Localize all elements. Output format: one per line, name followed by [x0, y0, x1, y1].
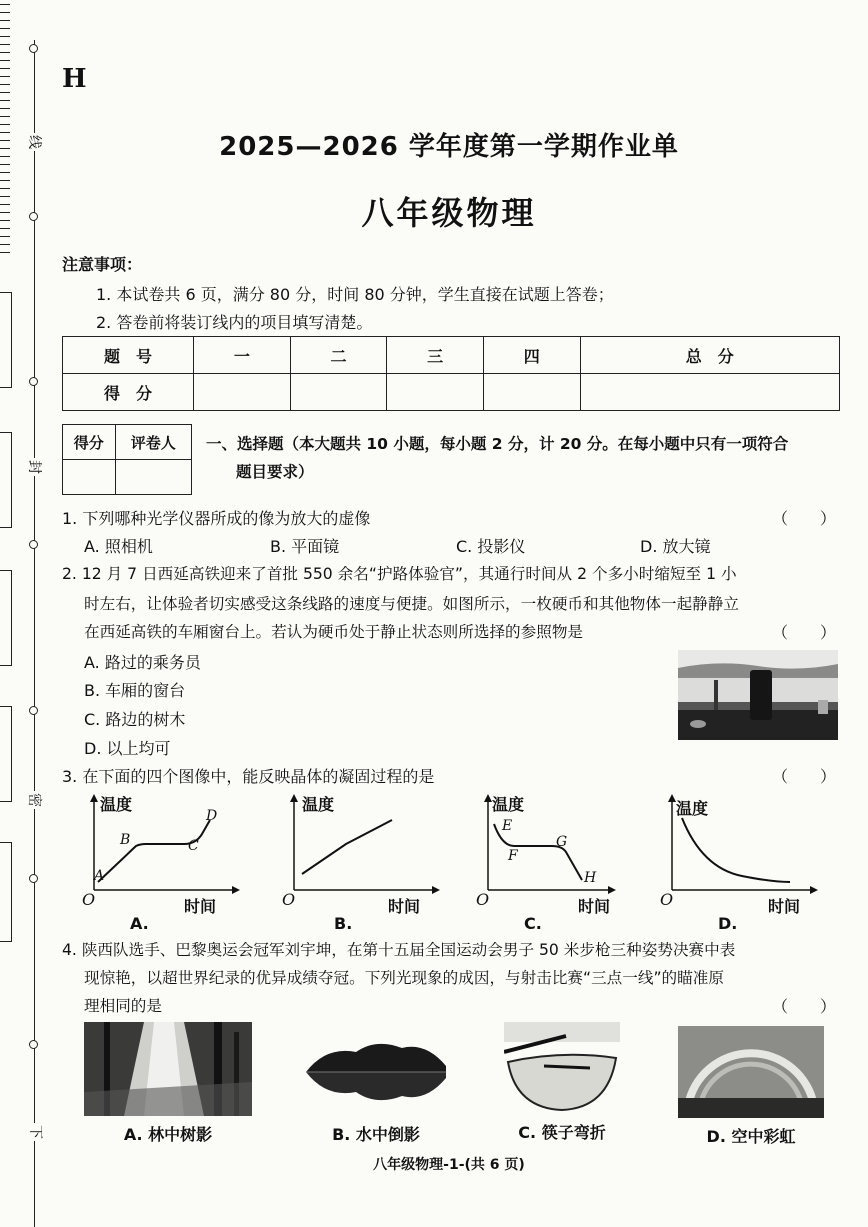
q2-answer-paren[interactable]: （ ） — [772, 623, 837, 642]
chopstick-bending-photo — [504, 1022, 620, 1114]
q3-answer-paren[interactable]: （ ） — [772, 767, 837, 786]
score-cell[interactable] — [194, 374, 291, 411]
graph-d-ylabel: 温度 — [676, 799, 709, 818]
binding-char-xian: 线 — [25, 133, 45, 151]
score-table — [62, 336, 840, 411]
q4-stem-line2: 现惊艳，以超世界纪录的优异成绩夺冠。下列光现象的成因，与射击比赛“三点一线”的瞄准原 — [84, 969, 724, 987]
graph-b-ylabel: 温度 — [302, 795, 335, 814]
score-cell[interactable] — [387, 374, 484, 411]
graph-c-point-h: H — [584, 870, 597, 886]
q4-caption-a: A. 林中树影 — [123, 1125, 213, 1144]
graph-d-option: D. — [718, 914, 738, 933]
graph-b-option: B. — [334, 914, 353, 933]
notes-heading: 注意事项： — [62, 255, 143, 274]
graph-b-xlabel: 时间 — [388, 897, 421, 916]
q4-caption-c: C. 筷子弯折 — [518, 1123, 606, 1142]
graph-a-point-a: A — [94, 868, 105, 884]
score-row-label: 得 分 — [63, 374, 194, 411]
score-header-cell: 总 分 — [580, 337, 839, 374]
score-cell[interactable] — [483, 374, 580, 411]
graph-c-point-e: E — [502, 818, 513, 834]
q2-stem-line3: 在西延高铁的车厢窗台上。若认为硬币处于静止状态则所选择的参照物是 — [84, 623, 584, 641]
q2-option-a: A. 路过的乘务员 — [84, 653, 201, 672]
q2-option-c: C. 路边的树木 — [84, 710, 186, 729]
margin-field-box — [0, 706, 12, 802]
q1-option-d: D. 放大镜 — [640, 537, 711, 556]
margin-field-box — [0, 842, 12, 942]
binding-circle — [29, 44, 38, 53]
score-header-cell: 一 — [194, 337, 291, 374]
score-header-cell: 三 — [387, 337, 484, 374]
grader-score-label: 得分 — [63, 425, 116, 460]
q1-stem: 1. 下列哪种光学仪器所成的像为放大的虚像 — [62, 509, 371, 528]
binding-circle — [29, 1040, 38, 1049]
graph-a-ylabel: 温度 — [100, 795, 133, 814]
q3-graph-a — [84, 790, 244, 940]
graph-c-origin: O — [476, 890, 490, 909]
section1-heading-cont: 题目要求） — [236, 463, 314, 481]
graph-a-point-c: C — [188, 838, 199, 854]
grader-name-label: 评卷人 — [115, 425, 191, 460]
q4-stem-line3: 理相同的是 — [84, 997, 162, 1015]
graph-d-origin: O — [660, 890, 674, 909]
water-reflection-photo — [306, 1036, 446, 1108]
q1-option-a: A. 照相机 — [84, 537, 153, 556]
score-cell[interactable] — [580, 374, 839, 411]
graph-b-origin: O — [282, 890, 296, 909]
q3-stem: 3. 在下面的四个图像中，能反映晶体的凝固过程的是 — [62, 767, 435, 786]
q2-option-b: B. 车厢的窗台 — [84, 681, 186, 700]
note-item: 1. 本试卷共 6 页，满分 80 分，时间 80 分钟，学生直接在试题上答卷； — [96, 285, 614, 304]
binding-char-feng: 封 — [25, 458, 45, 476]
binding-char-mi: 密 — [25, 791, 45, 809]
score-header-cell: 题 号 — [63, 337, 194, 374]
graph-a-xlabel: 时间 — [184, 897, 217, 916]
exam-title: 2025—2026 学年度第一学期作业单 — [219, 132, 679, 162]
q4-stem-line1: 4. 陕西队选手、巴黎奥运会冠军刘宇坤，在第十五届全国运动会男子 50 米步枪三种姿势决赛中表 — [62, 941, 736, 959]
rainbow-in-sky-photo — [678, 1026, 824, 1118]
score-header-cell: 四 — [483, 337, 580, 374]
q2-option-d: D. 以上均可 — [84, 739, 171, 758]
coin-on-windowsill-photo — [678, 650, 838, 740]
graph-c-xlabel: 时间 — [578, 897, 611, 916]
graph-c-option: C. — [524, 914, 542, 933]
graph-a-option: A. — [130, 914, 149, 933]
graph-a-point-d: D — [206, 808, 218, 824]
grader-name-cell[interactable] — [115, 460, 191, 495]
binding-circle — [29, 706, 38, 715]
q1-option-c: C. 投影仪 — [456, 537, 526, 556]
grader-score-cell[interactable] — [63, 460, 116, 495]
binding-char-xia: 下 — [26, 1123, 46, 1141]
q4-caption-d: D. 空中彩虹 — [706, 1127, 796, 1146]
margin-field-box — [0, 292, 12, 388]
note-item: 2. 答卷前将装订线内的项目填写清楚。 — [96, 313, 373, 332]
q3-graph-d — [662, 790, 832, 940]
paper-mark: H — [62, 64, 87, 94]
graph-a-origin: O — [82, 890, 96, 909]
q1-option-b: B. 平面镜 — [270, 537, 340, 556]
binding-circle — [29, 540, 38, 549]
score-cell[interactable] — [290, 374, 387, 411]
margin-field-box — [0, 432, 12, 528]
grader-table — [62, 424, 192, 495]
binding-circle — [29, 874, 38, 883]
q4-caption-b: B. 水中倒影 — [332, 1125, 420, 1144]
section1-heading: 一、选择题（本大题共 10 小题，每小题 2 分，计 20 分。在每小题中只有一项符合 — [206, 435, 789, 453]
page-footer: 八年级物理-1-(共 6 页) — [373, 1157, 525, 1173]
graph-c-point-g: G — [556, 834, 568, 850]
graph-d-xlabel: 时间 — [768, 897, 801, 916]
q2-stem-line1: 2. 12 月 7 日西延高铁迎来了首批 550 余名“护路体验官”，其通行时间从 2 个多小时缩短至 1 小 — [62, 565, 737, 583]
q2-stem-line2: 时左右，让体验者切实感受这条线路的速度与便捷。如图所示，一枚硬币和其他物体一起静静立 — [84, 595, 739, 613]
q4-answer-paren[interactable]: （ ） — [772, 997, 837, 1016]
subject-title: 八年级物理 — [361, 194, 537, 232]
margin-field-box — [0, 570, 12, 666]
score-header-cell: 二 — [290, 337, 387, 374]
binding-circle — [29, 377, 38, 386]
forest-tree-shadow-photo — [84, 1022, 252, 1116]
graph-a-point-b: B — [120, 832, 131, 848]
q1-answer-paren[interactable]: （ ） — [772, 509, 837, 528]
q3-graph-c — [478, 790, 638, 940]
graph-c-ylabel: 温度 — [492, 795, 525, 814]
graph-c-point-f: F — [508, 848, 518, 864]
q3-graph-b — [284, 790, 444, 940]
